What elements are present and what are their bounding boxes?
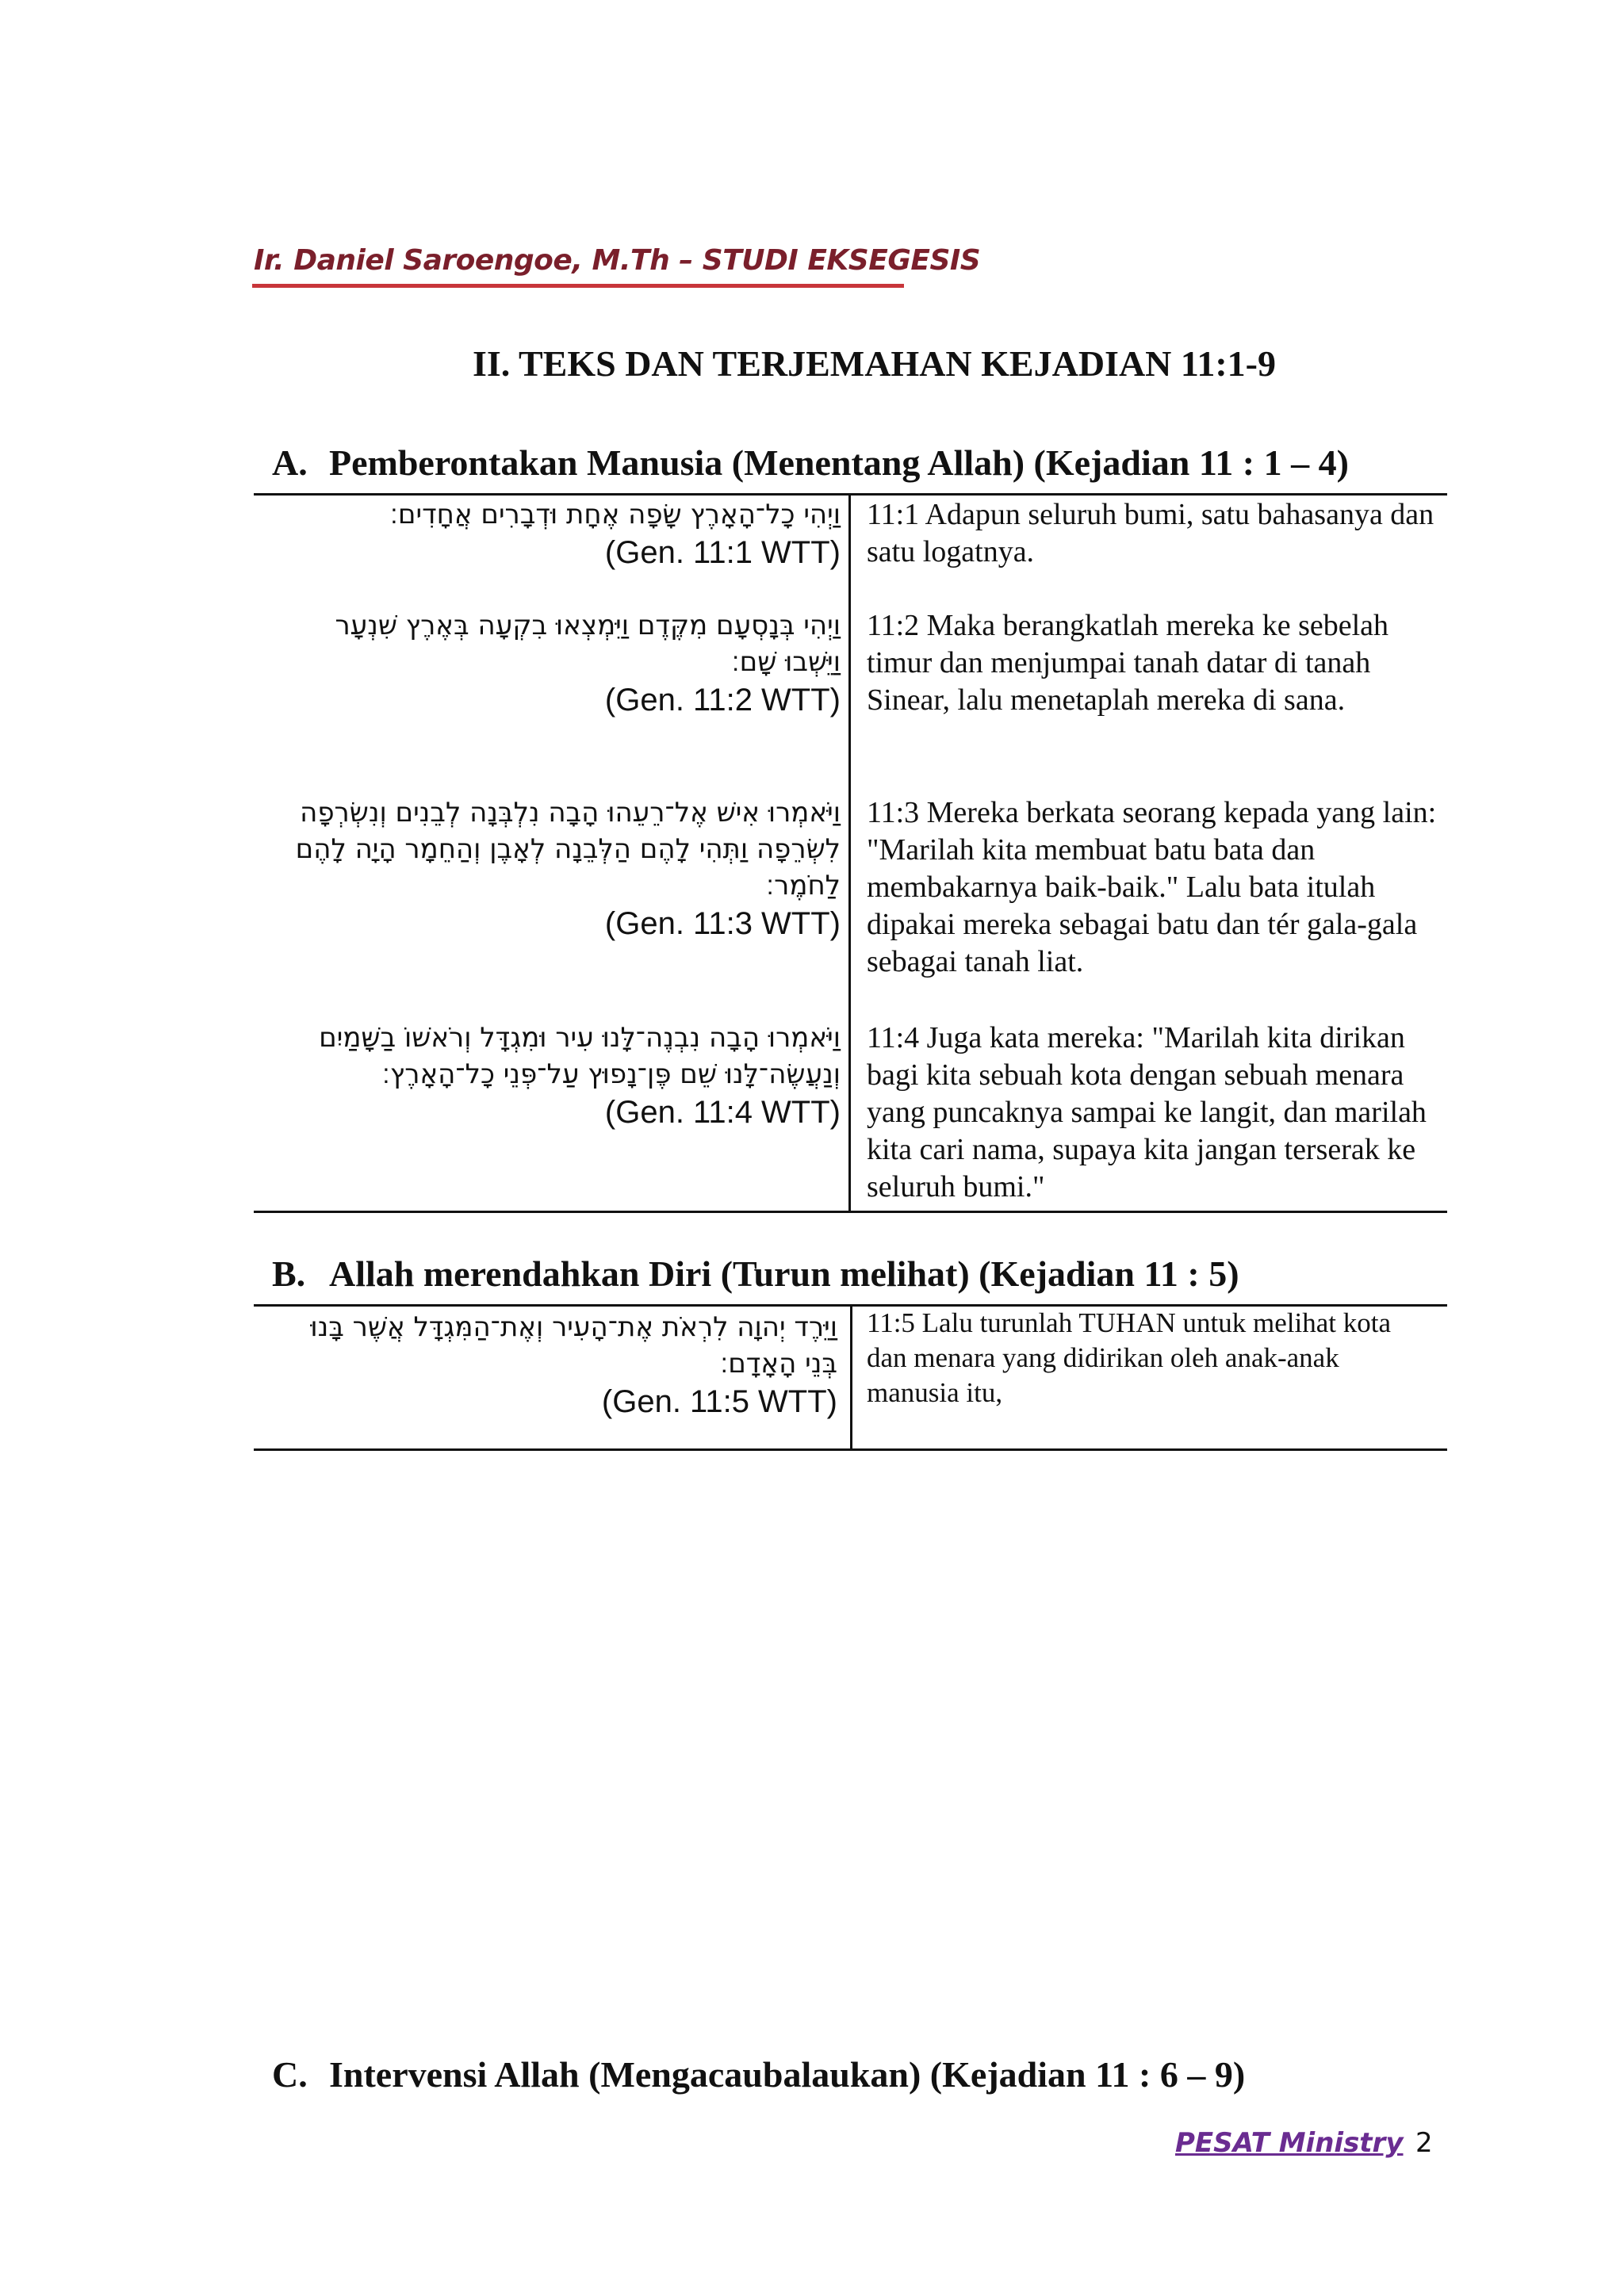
section-letter: B. <box>272 1253 306 1294</box>
verse-reference: (Gen. 11:1 WTT) <box>604 535 841 570</box>
hebrew-line: וַיֹּאמְרוּ הָבָה נִבְנֶה־לָּנוּ עִיר וּמִגְדָּל וְרֹאשׁוֹ בַשָּׁמַיִם <box>319 1022 841 1054</box>
table-row-hebrew <box>270 1020 841 1132</box>
section-title-text: Intervensi Allah (Mengacaubalaukan) (Kejadian 11 : 6 – 9) <box>329 2054 1246 2095</box>
hebrew-line: וַיְהִי כָל־הָאָרֶץ שָׂפָה אֶחָת וּדְבָרִים אֲחָדִים׃ <box>389 499 841 530</box>
table-row-hebrew <box>270 794 841 943</box>
hebrew-line: וַיֵּרֶד יְהוָה לִרְאֹת אֶת־הָעִיר וְאֶת־הַמִּגְדָּל אֲשֶׁר בָּנוּ <box>310 1311 837 1343</box>
hebrew-line: לַחֹמֶר׃ <box>766 870 841 901</box>
table-bottom-rule <box>254 1448 1447 1451</box>
hebrew-line: וַיְהִי בְּנָסְעָם מִקֶּדֶם וַיִּמְצְאוּ בִקְעָה בְּאֶרֶץ שִׁנְעָר <box>335 610 841 641</box>
table-row-translation: 11:2 Maka berangkatlah mereka ke sebelah timur dan menjumpai tanah datar di tanah Sinear, lalu menetaplah mereka di sana. <box>867 609 1389 717</box>
page-number: 2 <box>1415 2127 1433 2159</box>
table-row-hebrew <box>285 607 841 720</box>
verse-reference: (Gen. 11:3 WTT) <box>604 906 841 941</box>
hebrew-line: בְּנֵי הָאָדָם׃ <box>720 1348 837 1380</box>
verse-reference: (Gen. 11:5 WTT) <box>601 1384 837 1419</box>
table-bottom-rule <box>254 1211 1447 1213</box>
section-c-heading <box>272 2053 1245 2095</box>
section-title-text: Allah merendahkan Diri (Turun melihat) (Kejadian 11 : 5) <box>329 1253 1239 1294</box>
section-letter: A. <box>272 442 308 483</box>
table-row-hebrew <box>285 496 841 572</box>
running-header: Ir. Daniel Saroengoe, M.Th – STUDI EKSEGESIS <box>254 244 981 277</box>
verse-table-a <box>254 493 1447 1213</box>
table-row-translation: 11:3 Mereka berkata seorang kepada yang lain: "Marilah kita membuat batu bata dan membakarnya baik-baik." Lalu bata itulah dipakai mereka sebagai batu dan tér gala-gala sebagai tanah liat. <box>867 796 1437 978</box>
column-divider <box>848 493 851 1213</box>
page-title: II. TEKS DAN TERJEMAHAN KEJADIAN 11:1-9 <box>473 343 1276 384</box>
verse-reference: (Gen. 11:4 WTT) <box>604 1095 841 1130</box>
section-b-heading <box>272 1253 1239 1295</box>
section-letter: C. <box>272 2054 308 2095</box>
verse-reference: (Gen. 11:2 WTT) <box>604 683 841 718</box>
column-divider <box>850 1304 852 1451</box>
section-title-text: Pemberontakan Manusia (Menentang Allah) (Kejadian 11 : 1 – 4) <box>329 442 1349 483</box>
hebrew-line: וַיֵּשְׁבוּ שָׁם׃ <box>731 646 841 678</box>
table-row-translation: 11:1 Adapun seluruh bumi, satu bahasanya dan satu logatnya. <box>867 498 1434 568</box>
table-row-translation: 11:5 Lalu turunlah TUHAN untuk melihat kota dan menara yang didirikan oleh anak-anak manusia itu, <box>867 1307 1392 1408</box>
hebrew-line: וַיֹּאמְרוּ אִישׁ אֶל־רֵעֵהוּ הָבָה נִלְבְּנָה לְבֵנִים וְנִשְׂרְפָה <box>300 797 841 828</box>
section-a-heading <box>272 442 1349 484</box>
hebrew-line: לִשְׂרֵפָה וַתְּהִי לָהֶם הַלְּבֵנָה לְאָבֶן וְהַחֵמָר הָיָה לָהֶם <box>295 833 841 865</box>
table-row-hebrew <box>270 1309 837 1422</box>
header-rule <box>252 284 904 288</box>
hebrew-line: וְנַעֲשֶׂה־לָּנוּ שֵׁם פֶּן־נָפוּץ עַל־פְּנֵי כָל־הָאָרֶץ׃ <box>381 1058 841 1090</box>
footer-brand-link[interactable]: PESAT Ministry <box>1175 2127 1404 2159</box>
verse-table-b <box>254 1304 1447 1451</box>
table-row-translation: 11:4 Juga kata mereka: "Marilah kita dirikan bagi kita sebuah kota dengan sebuah menara yang puncaknya sampai ke langit, dan marilah kita cari nama, supaya kita jangan terserak ke seluruh bumi." <box>867 1021 1427 1203</box>
